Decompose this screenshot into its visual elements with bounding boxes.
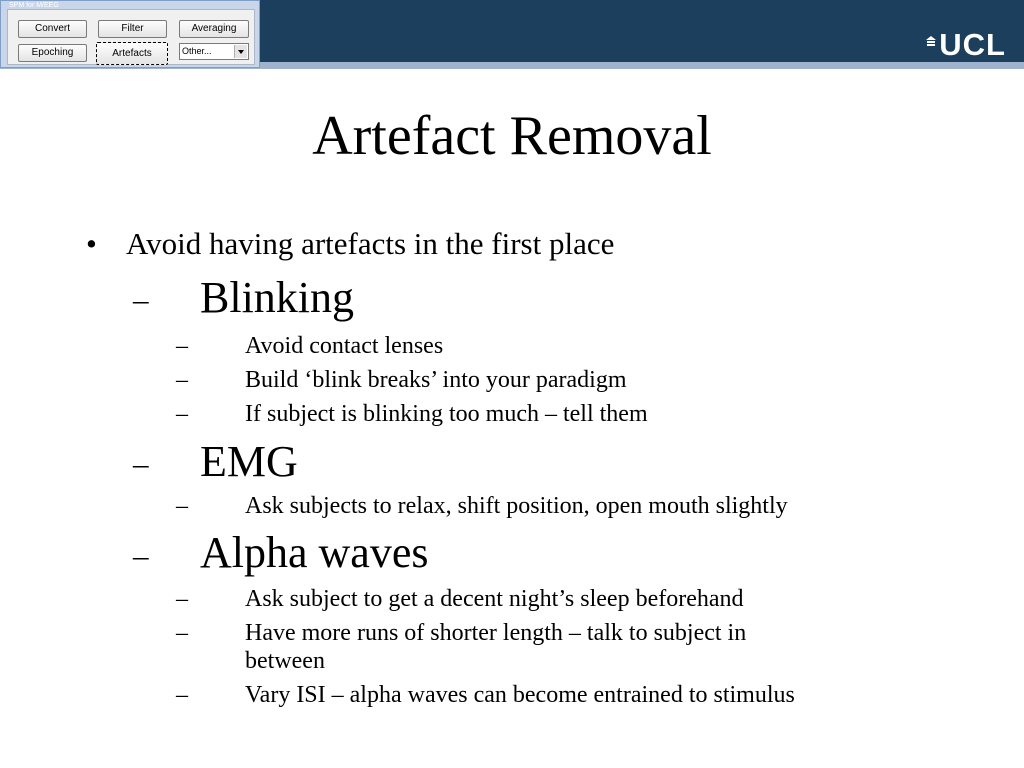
dash-marker: – bbox=[176, 620, 188, 646]
dash-marker: – bbox=[133, 538, 149, 573]
section-heading-emg: EMG bbox=[200, 437, 298, 486]
spm-toolbar-panel bbox=[0, 0, 260, 68]
slide-title: Artefact Removal bbox=[312, 105, 712, 167]
list-item: Ask subjects to relax, shift position, open mouth slightly bbox=[245, 493, 788, 519]
dash-marker: – bbox=[176, 682, 188, 708]
list-item: If subject is blinking too much – tell them bbox=[245, 401, 648, 427]
main-bullet: Avoid having artefacts in the first place bbox=[126, 226, 615, 261]
other-select-value: Other... bbox=[182, 46, 212, 56]
ucl-portico-icon bbox=[926, 36, 936, 50]
bullet-marker: • bbox=[86, 226, 97, 261]
list-item: Ask subject to get a decent night’s sleep beforehand bbox=[245, 586, 744, 612]
list-item: Vary ISI – alpha waves can become entrained to stimulus bbox=[245, 682, 795, 708]
other-select[interactable] bbox=[179, 43, 249, 60]
averaging-button[interactable]: Averaging bbox=[179, 20, 249, 38]
list-item-continuation: between bbox=[245, 648, 325, 674]
section-heading-blinking: Blinking bbox=[200, 273, 355, 322]
list-item: Have more runs of shorter length – talk to subject in bbox=[245, 620, 747, 646]
epoching-button[interactable]: Epoching bbox=[18, 44, 87, 62]
ucl-logo bbox=[926, 28, 1006, 62]
dash-marker: – bbox=[133, 446, 149, 481]
panel-title: SPM for M/EEG bbox=[9, 2, 59, 9]
dash-marker: – bbox=[176, 493, 188, 519]
dash-marker: – bbox=[176, 401, 188, 427]
chevron-down-icon[interactable] bbox=[234, 45, 247, 58]
dash-marker: – bbox=[176, 586, 188, 612]
dash-marker: – bbox=[176, 367, 188, 393]
dash-marker: – bbox=[176, 333, 188, 359]
convert-button[interactable]: Convert bbox=[18, 20, 87, 38]
list-item: Avoid contact lenses bbox=[245, 333, 444, 359]
filter-button[interactable]: Filter bbox=[98, 20, 167, 38]
ucl-logo-text: UCL bbox=[939, 27, 1006, 62]
dash-marker: – bbox=[133, 282, 149, 317]
list-item: Build ‘blink breaks’ into your paradigm bbox=[245, 367, 627, 393]
section-heading-alpha-waves: Alpha waves bbox=[200, 528, 429, 577]
artefacts-button[interactable]: Artefacts bbox=[96, 42, 168, 65]
